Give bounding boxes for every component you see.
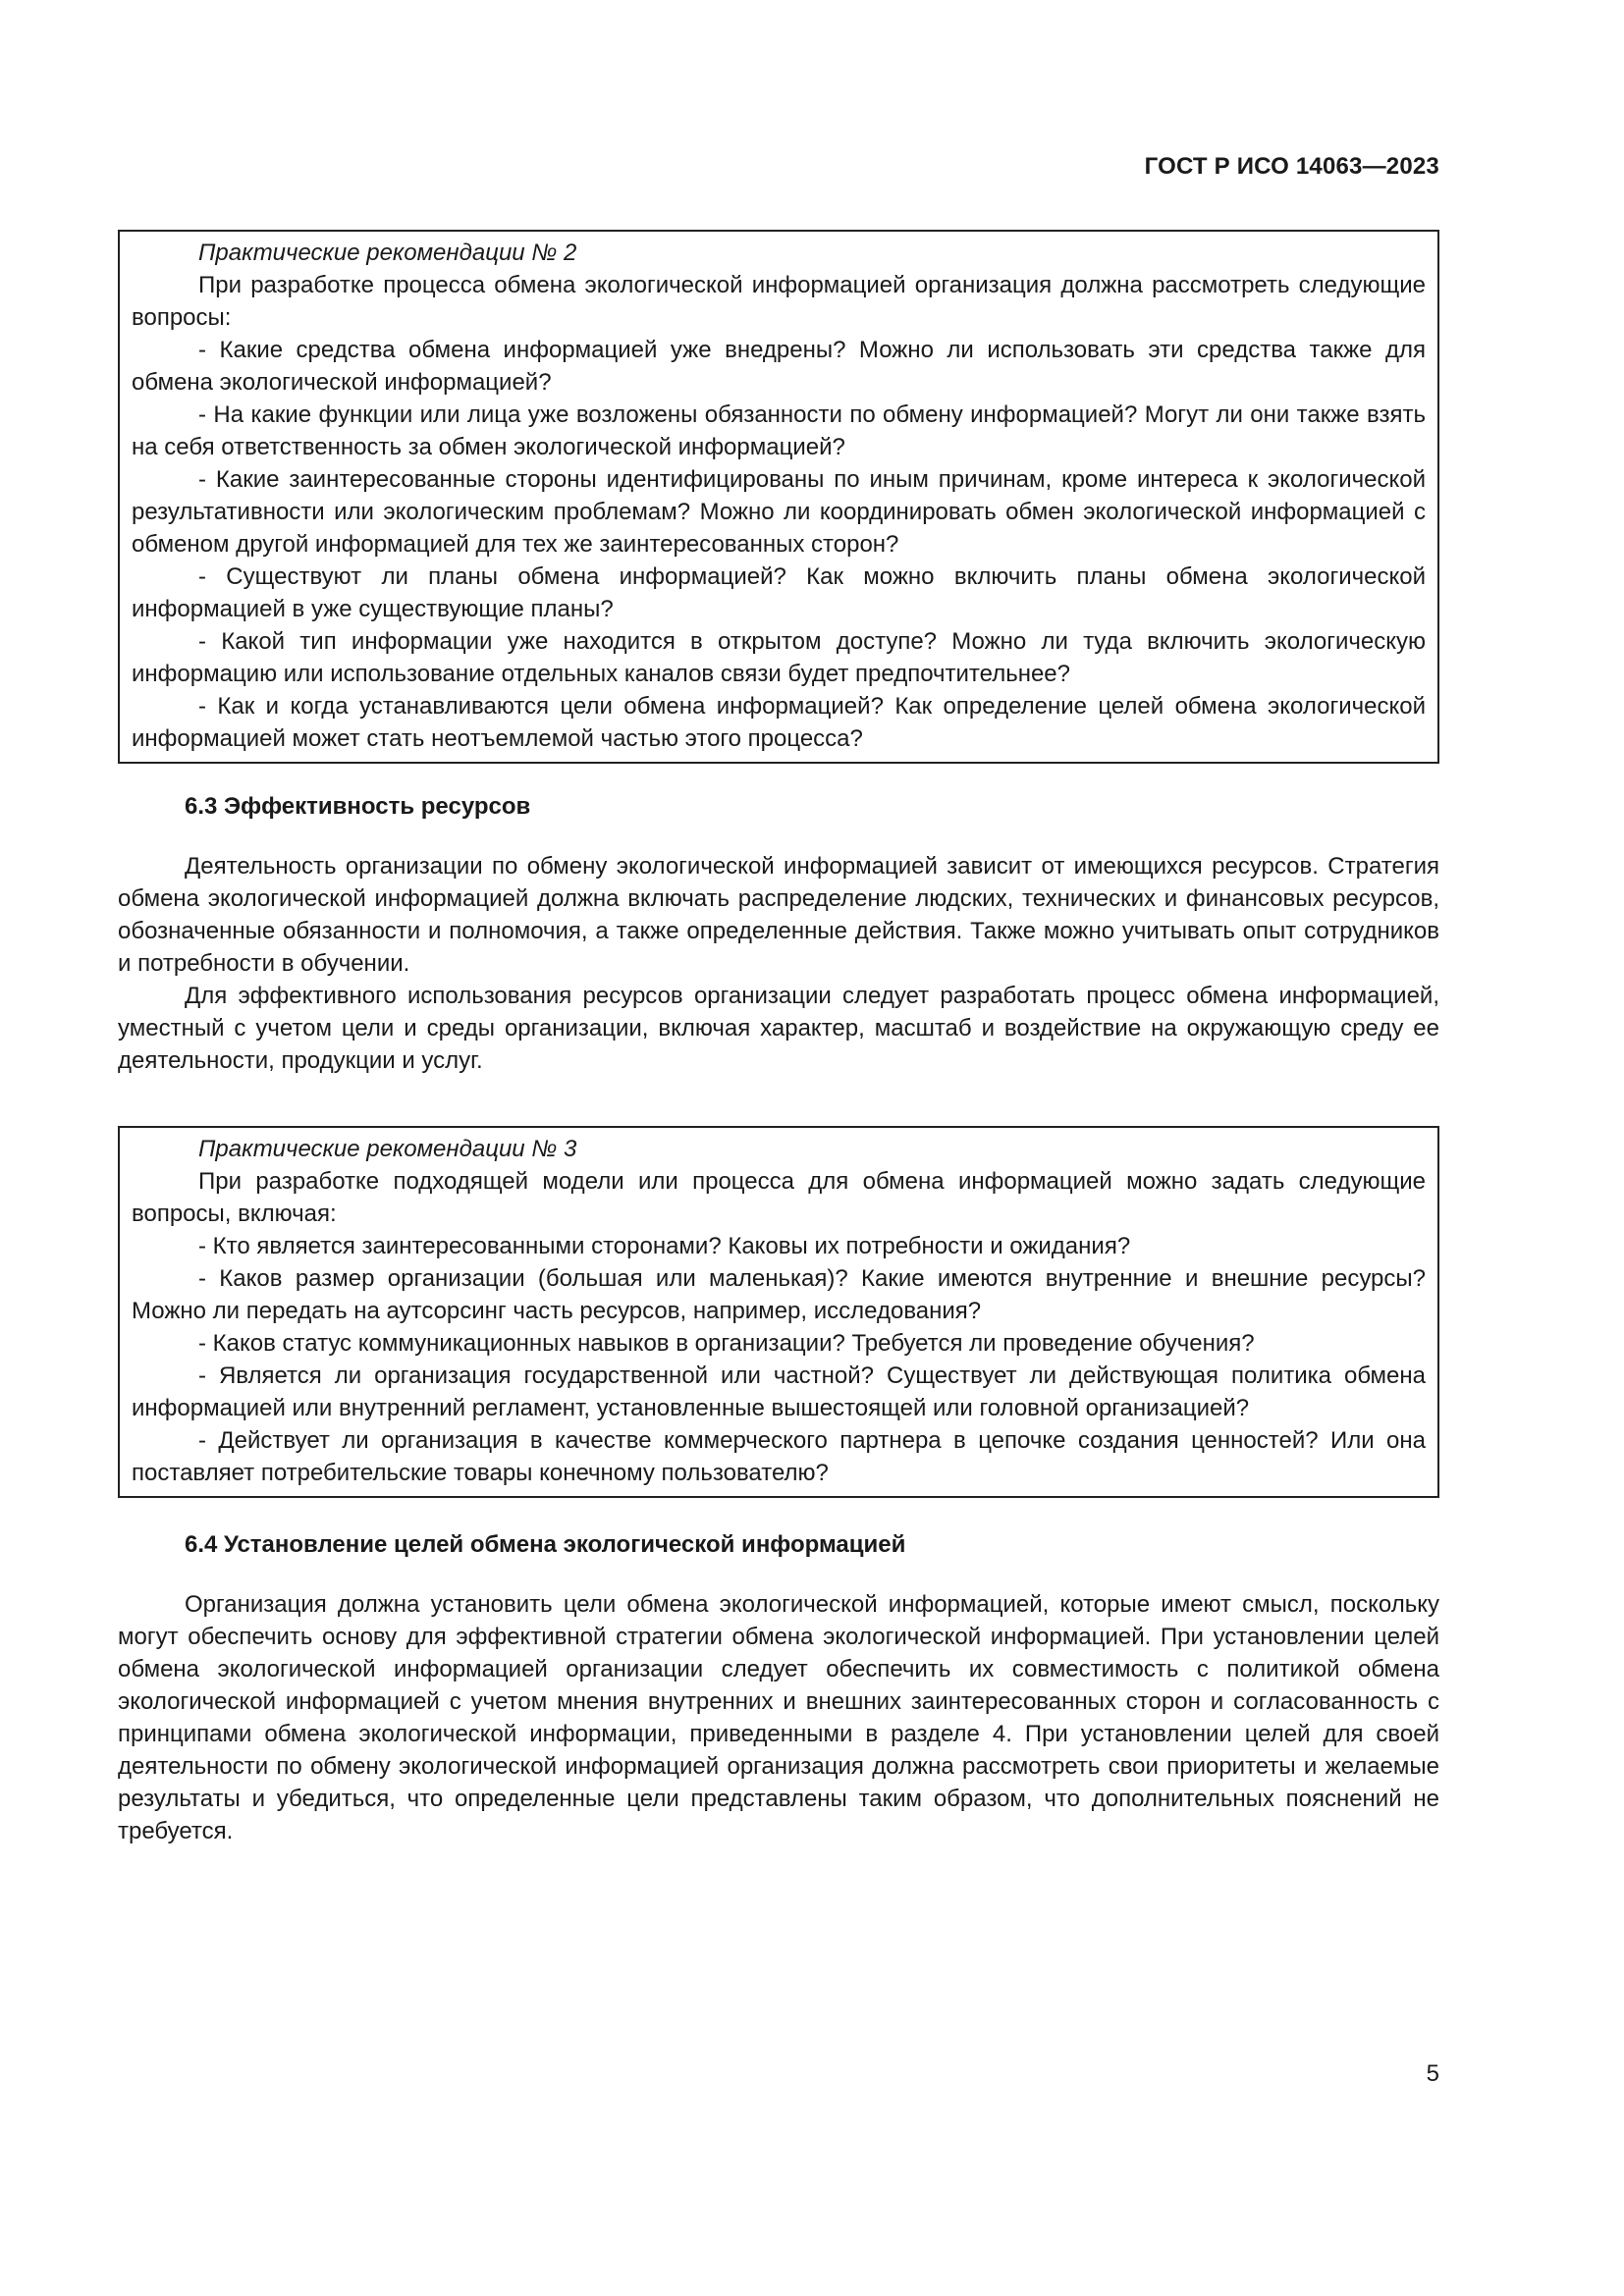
section-heading-6-4: 6.4 Установление целей обмена экологической информацией: [185, 1531, 906, 1558]
box-paragraph: - Кто является заинтересованными сторонами? Каковы их потребности и ожидания?: [198, 1233, 1131, 1259]
section-heading-6-3: 6.3 Эффективность ресурсов: [185, 793, 531, 820]
box-paragraph: - Является ли организация государственной или частной? Существует ли действующая политика обмена информацией или внутренний регламент, установленные вышестоящей или головной организацией?: [132, 1362, 1426, 1421]
box-paragraph: - Каков размер организации (большая или маленькая)? Какие имеются внутренние и внешние ресурсы? Можно ли передать на аутсорсинг часть ресурсов, например, исследования?: [132, 1265, 1426, 1324]
section-6-3-body: [118, 850, 1439, 1077]
document-code: ГОСТ Р ИСО 14063—2023: [1144, 153, 1439, 180]
box-paragraph: - Какой тип информации уже находится в открытом доступе? Можно ли туда включить экологическую информацию или использование отдельных каналов связи будет предпочтительнее?: [132, 628, 1426, 687]
box-paragraph: При разработке подходящей модели или процесса для обмена информацией можно задать следующие вопросы, включая:: [132, 1168, 1426, 1227]
box-paragraph: - Какие заинтересованные стороны идентифицированы по иным причинам, кроме интереса к экологической результативности или экологическим проблемам? Можно ли координировать обмен экологической информацией с обменом другой информацией для тех же заинтересованных сторон?: [132, 466, 1426, 558]
box-paragraph: - На какие функции или лица уже возложены обязанности по обмену информацией? Могут ли они также взять на себя ответственность за обмен экологической информацией?: [132, 401, 1426, 460]
practical-recommendations-box-3: [118, 1126, 1439, 1498]
box-title: Практические рекомендации № 3: [198, 1136, 577, 1162]
box-paragraph: При разработке процесса обмена экологической информацией организация должна рассмотреть следующие вопросы:: [132, 272, 1426, 331]
box-paragraph: - Существуют ли планы обмена информацией? Как можно включить планы обмена экологической информацией в уже существующие планы?: [132, 563, 1426, 622]
box-paragraph: - Какие средства обмена информацией уже внедрены? Можно ли использовать эти средства также для обмена экологической информацией?: [132, 337, 1426, 396]
page-number: 5: [1426, 2060, 1439, 2087]
box-paragraph: - Как и когда устанавливаются цели обмена информацией? Как определение целей обмена экологической информацией может стать неотъемлемой частью этого процесса?: [132, 693, 1426, 752]
box-paragraph: - Действует ли организация в качестве коммерческого партнера в цепочке создания ценностей? Или она поставляет потребительские товары конечному пользователю?: [132, 1427, 1426, 1486]
body-paragraph: Организация должна установить цели обмена экологической информацией, которые имеют смысл, поскольку могут обеспечить основу для эффективной стратегии обмена экологической информацией. При установлении целей обмена экологической информацией организации следует обеспечить их совместимость с политикой обмена экологической информацией с учетом мнения внутренних и внешних заинтересованных сторон и согласованность с принципами обмена экологической информации, приведенными в разделе 4. При установлении целей для своей деятельности по обмену экологической информацией организация должна рассмотреть свои приоритеты и желаемые результаты и убедиться, что определенные цели представлены таким образом, что дополнительных пояснений не требуется.: [118, 1591, 1439, 1844]
section-6-4-body: [118, 1588, 1439, 1847]
box-paragraph: - Каков статус коммуникационных навыков в организации? Требуется ли проведение обучения?: [198, 1330, 1255, 1357]
body-paragraph: Для эффективного использования ресурсов организации следует разработать процесс обмена информацией, уместный с учетом цели и среды организации, включая характер, масштаб и воздействие на окружающую среду ее деятельности, продукции и услуг.: [118, 983, 1439, 1074]
page-content: [118, 230, 1439, 1847]
body-paragraph: Деятельность организации по обмену экологической информацией зависит от имеющихся ресурсов. Стратегия обмена экологической информацией должна включать распределение людских, технических и финансовых ресурсов, обозначенные обязанности и полномочия, а также определенные действия. Также можно учитывать опыт сотрудников и потребности в обучении.: [118, 853, 1439, 977]
practical-recommendations-box-2: [118, 230, 1439, 764]
box-title: Практические рекомендации № 2: [198, 240, 577, 266]
